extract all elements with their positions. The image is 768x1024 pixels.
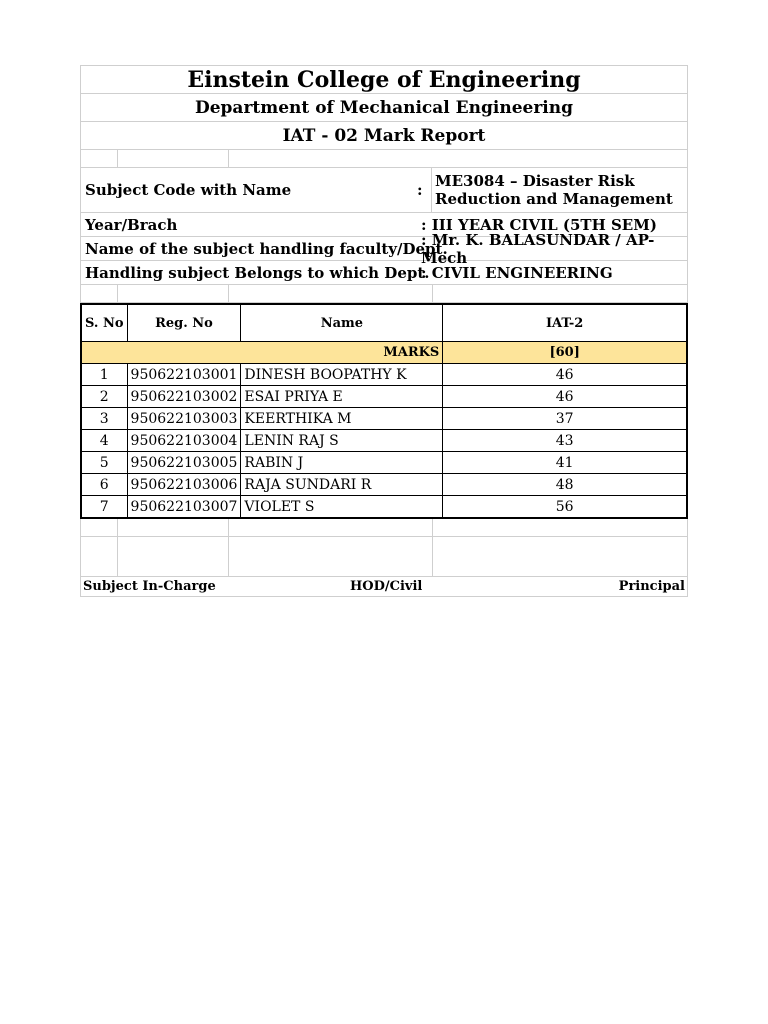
table-row — [81, 364, 687, 386]
table-row — [81, 452, 687, 474]
cell-regno: 950622103002 — [127, 386, 241, 408]
cell-score: 56 — [443, 496, 687, 519]
cell-regno: 950622103003 — [127, 408, 241, 430]
faculty-value: : Mr. K. BALASUNDAR / AP- Mech — [421, 230, 655, 267]
header-iat: IAT-2 — [443, 304, 687, 342]
cell-name: LENIN RAJ S — [241, 430, 443, 452]
header-sno: S. No — [81, 304, 127, 342]
cell-sno: 3 — [81, 408, 127, 430]
cell-regno: 950622103005 — [127, 452, 241, 474]
cell-score: 41 — [443, 452, 687, 474]
mark-report-sheet — [80, 65, 688, 597]
cell-score: 46 — [443, 364, 687, 386]
subject-colon: : — [417, 181, 423, 199]
college-title-row — [80, 65, 688, 94]
max-marks: [60] — [443, 342, 687, 364]
table-row — [81, 430, 687, 452]
report-title-row — [80, 122, 688, 150]
cell-score: 37 — [443, 408, 687, 430]
header-name: Name — [241, 304, 443, 342]
table-row — [81, 386, 687, 408]
table-row — [81, 408, 687, 430]
hod-sign: HOD/Civil — [350, 579, 423, 594]
dept-row — [80, 261, 688, 285]
signature-space-row — [80, 537, 688, 577]
cell-sno: 2 — [81, 386, 127, 408]
cell-name: KEERTHIKA M — [241, 408, 443, 430]
table-row — [81, 496, 687, 519]
dept-value: : CIVIL ENGINEERING — [421, 263, 613, 282]
cell-name: RAJA SUNDARI R — [241, 474, 443, 496]
report-title: IAT - 02 Mark Report — [282, 125, 486, 146]
table-row — [81, 474, 687, 496]
college-title: Einstein College of Engineering — [187, 66, 581, 93]
blank-row — [80, 150, 688, 168]
cell-score: 43 — [443, 430, 687, 452]
subject-row — [80, 168, 688, 213]
department-title: Department of Mechanical Engineering — [194, 97, 573, 118]
cell-score: 46 — [443, 386, 687, 408]
cell-name: ESAI PRIYA E — [241, 386, 443, 408]
blank-row — [80, 519, 688, 537]
year-label: Year/Brach — [85, 215, 178, 234]
subject-label: Subject Code with Name — [85, 181, 292, 199]
principal-sign: Principal — [618, 579, 685, 594]
cell-score: 48 — [443, 474, 687, 496]
blank-row — [80, 285, 688, 303]
year-value: : III YEAR CIVIL (5TH SEM) — [421, 215, 657, 234]
subject-incharge-sign: Subject In-Charge — [83, 579, 216, 594]
cell-sno: 1 — [81, 364, 127, 386]
marks-label-row — [81, 342, 687, 364]
marks-table — [80, 303, 688, 519]
cell-sno: 5 — [81, 452, 127, 474]
marks-label: MARKS — [81, 342, 443, 364]
cell-regno: 950622103007 — [127, 496, 241, 519]
dept-label: Handling subject Belongs to which Dept. — [85, 263, 430, 282]
header-regno: Reg. No — [127, 304, 241, 342]
subject-value: ME3084 – Disaster Risk Reduction and Management — [435, 172, 673, 208]
table-header-row — [81, 304, 687, 342]
department-row — [80, 94, 688, 122]
cell-sno: 7 — [81, 496, 127, 519]
cell-regno: 950622103001 — [127, 364, 241, 386]
cell-name: RABIN J — [241, 452, 443, 474]
cell-name: VIOLET S — [241, 496, 443, 519]
faculty-label: Name of the subject handling faculty/Dept. — [85, 239, 448, 258]
cell-name: DINESH BOOPATHY K — [241, 364, 443, 386]
signature-row — [80, 577, 688, 597]
cell-sno: 6 — [81, 474, 127, 496]
cell-regno: 950622103004 — [127, 430, 241, 452]
faculty-row — [80, 230, 688, 267]
cell-regno: 950622103006 — [127, 474, 241, 496]
cell-sno: 4 — [81, 430, 127, 452]
